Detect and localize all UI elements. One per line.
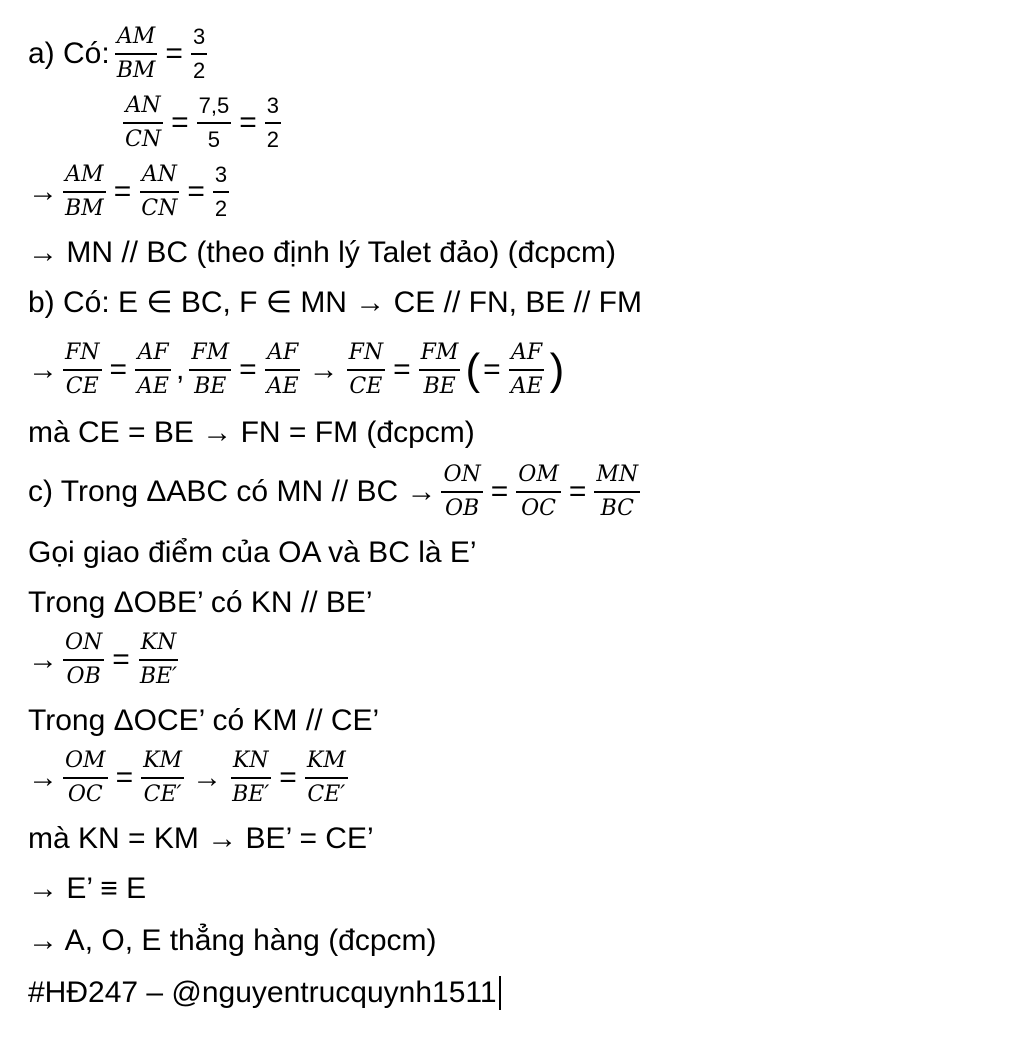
fraction-on-ob [63, 632, 104, 688]
arrow-symbol: → [28, 761, 58, 794]
denominator: AE [266, 374, 299, 399]
denominator: CE′ [307, 782, 346, 807]
fraction-af-ae [509, 342, 545, 398]
numerator: KN [139, 632, 179, 661]
fraction-km-ce-prime [305, 750, 348, 806]
part-a-line-3 [28, 164, 234, 220]
part-b-line-1 [28, 288, 642, 318]
fraction-om-oc [63, 750, 108, 806]
denominator: 2 [214, 196, 228, 221]
numerator: ON [441, 464, 482, 493]
fraction-fm-be [419, 342, 461, 398]
part-a-prefix: a) Có: [28, 37, 110, 70]
text-line: → E’ ≡ E [28, 872, 147, 905]
numerator: AM [115, 26, 157, 55]
arrow-symbol: → [28, 353, 58, 386]
text-line: Trong ΔOCE’ có KM // CE’ [28, 704, 380, 737]
numerator: FN [63, 342, 102, 371]
numerator: MN [594, 464, 640, 493]
numerator: AN [123, 95, 162, 124]
part-c-line-7 [28, 824, 374, 854]
equals-sign: = [171, 106, 189, 139]
part-a-conclusion [28, 238, 616, 268]
part-c-line-6 [28, 750, 353, 806]
part-c-line-3 [28, 588, 373, 618]
text-cursor [499, 976, 501, 1010]
part-b-line-2 [28, 342, 564, 398]
denominator: CN [125, 127, 162, 152]
numerator: OM [63, 750, 108, 779]
denominator: OC [521, 496, 557, 521]
denominator: AE [510, 374, 543, 399]
fraction-km-ce-prime [141, 750, 184, 806]
equals-sign: = [187, 175, 205, 208]
equals-sign: = [112, 643, 130, 676]
denominator: BM [65, 196, 104, 221]
numerator: KM [141, 750, 184, 779]
denominator: 5 [207, 127, 221, 152]
denominator: OB [66, 664, 101, 689]
fraction-mn-bc [594, 464, 640, 520]
denominator: OC [67, 782, 103, 807]
arrow-symbol: → [308, 353, 339, 386]
denominator: CE [65, 374, 99, 399]
numerator: FM [189, 342, 231, 371]
left-parenthesis: ( [465, 345, 481, 394]
equals-sign: = [109, 353, 128, 386]
fraction-fn-ce [63, 342, 102, 398]
text-line: c) Trong ΔABC có MN // BC → [28, 475, 437, 508]
numerator: AM [63, 164, 105, 193]
equals-sign: = [239, 106, 257, 139]
denominator: BM [116, 58, 156, 83]
part-c-line-2 [28, 538, 477, 568]
numerator: 3 [191, 26, 207, 55]
fraction-af-ae [135, 342, 171, 398]
comma: , [176, 353, 185, 386]
equals-sign: = [115, 761, 134, 794]
fraction-an-cn [139, 164, 179, 220]
arrow-symbol: → [192, 761, 223, 794]
text-line: Gọi giao điểm của OA và BC là E’ [28, 536, 477, 569]
right-parenthesis: ) [549, 345, 565, 394]
fraction-om-oc [516, 464, 561, 520]
arrow-symbol: → [28, 175, 58, 208]
numerator: 3 [213, 164, 229, 193]
equals-sign: = [490, 475, 509, 508]
fraction-am-bm [63, 164, 106, 220]
denominator: BE′ [232, 782, 270, 807]
text-line: → MN // BC (theo định lý Talet đảo) (đcpcm) [28, 236, 616, 269]
denominator: CE′ [143, 782, 182, 807]
numerator: OM [516, 464, 561, 493]
numerator: KN [231, 750, 271, 779]
part-c-conclusion [28, 926, 437, 956]
equals-sign: = [165, 37, 183, 70]
signature-line [28, 976, 501, 1010]
part-b-conclusion [28, 418, 475, 448]
part-c-line-8 [28, 874, 146, 904]
equals-sign: = [279, 761, 297, 794]
denominator: CN [141, 196, 178, 221]
fraction-7-5-over-5 [197, 95, 232, 151]
fraction-fm-be [189, 342, 231, 398]
denominator: BC [600, 496, 634, 521]
numerator: AF [265, 342, 300, 371]
numerator: ON [63, 632, 104, 661]
fraction-on-ob [441, 464, 482, 520]
part-c-line-1 [28, 464, 645, 520]
numerator: 7,5 [197, 95, 232, 124]
numerator: FN [347, 342, 386, 371]
fraction-kn-be-prime [138, 632, 179, 688]
fraction-kn-be-prime [230, 750, 271, 806]
denominator: 2 [192, 58, 206, 83]
equals-sign: = [568, 475, 587, 508]
equals-sign: = [483, 353, 501, 386]
denominator: BE′ [139, 664, 178, 689]
text-line: Trong ΔOBE’ có KN // BE’ [28, 586, 373, 619]
equals-sign: = [113, 175, 132, 208]
fraction-af-ae [265, 342, 301, 398]
part-c-line-4 [28, 632, 184, 688]
equals-sign: = [393, 353, 411, 386]
equals-sign: = [239, 353, 257, 386]
fraction-3-2 [191, 26, 207, 82]
denominator: BE [423, 374, 456, 399]
denominator: CE [349, 374, 383, 399]
numerator: AF [509, 342, 544, 371]
fraction-3-2 [213, 164, 229, 220]
numerator: FM [419, 342, 461, 371]
arrow-symbol: → [28, 643, 58, 676]
text-line: b) Có: E ∈ BC, F ∈ MN → CE // FN, BE // FM [28, 286, 642, 319]
signature-text: #HĐ247 – @nguyentrucquynh1511 [28, 976, 497, 1009]
denominator: AE [137, 374, 169, 399]
part-c-line-5 [28, 706, 379, 736]
fraction-am-bm [115, 26, 158, 82]
numerator: AF [135, 342, 170, 371]
numerator: 3 [265, 95, 281, 124]
part-a-line-1 [28, 26, 212, 82]
denominator: OB [445, 496, 480, 521]
denominator: 2 [266, 127, 279, 152]
text-line: → A, O, E thẳng hàng (đcpcm) [28, 924, 437, 957]
fraction-3-2 [265, 95, 281, 151]
numerator: KM [305, 750, 348, 779]
text-line: mà KN = KM → BE’ = CE’ [28, 822, 374, 855]
numerator: AN [140, 164, 179, 193]
part-a-line-2 [118, 95, 286, 151]
denominator: BE [194, 374, 227, 399]
text-line: mà CE = BE → FN = FM (đcpcm) [28, 416, 475, 449]
fraction-an-cn [123, 95, 163, 151]
fraction-fn-ce [347, 342, 386, 398]
